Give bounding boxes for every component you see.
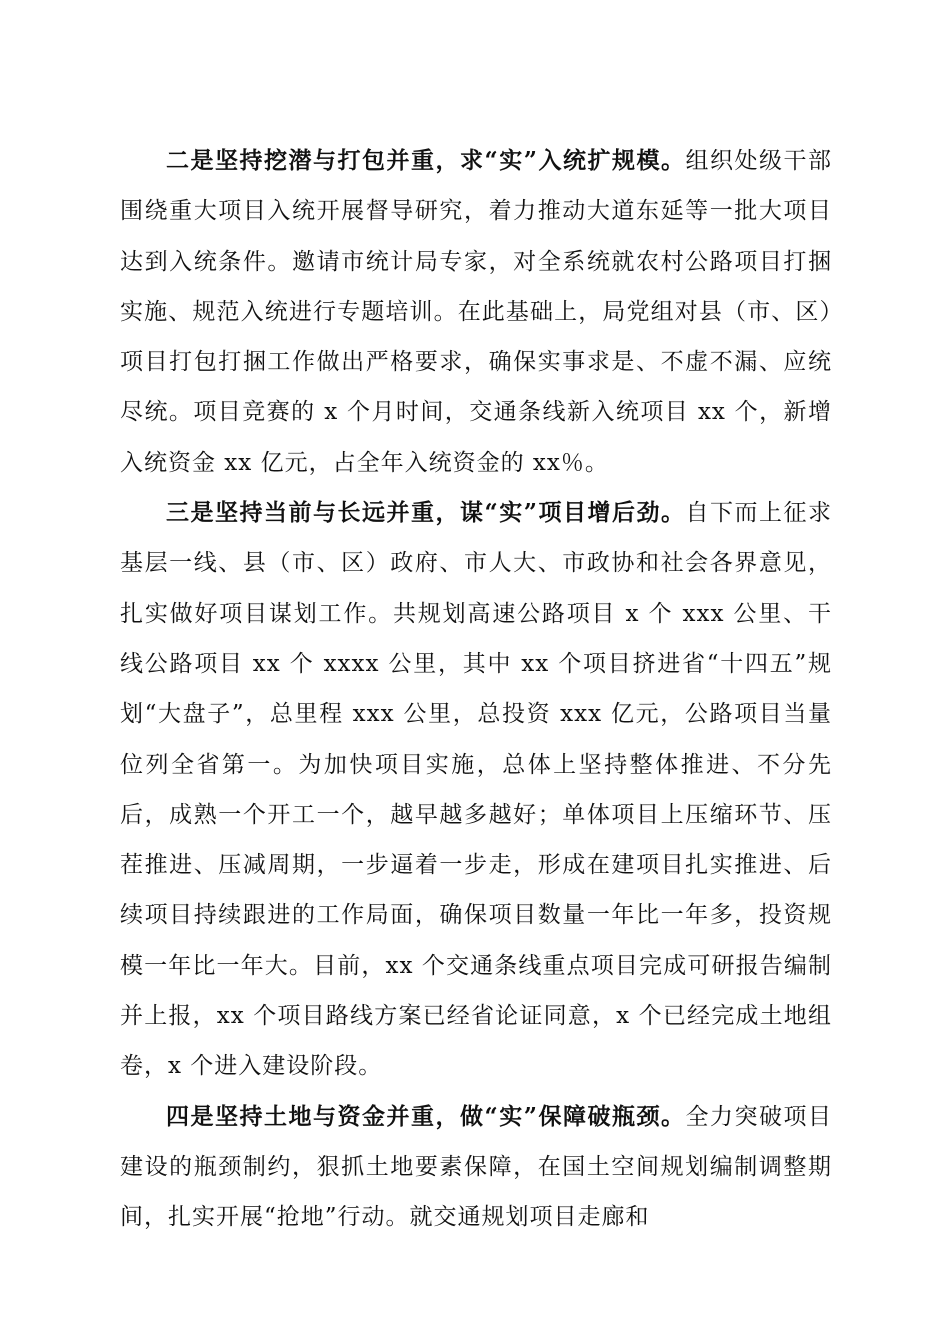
paragraph-2-text: 组织处级干部围绕重大项目入统开展督导研究，着力推动大道东延等一批大项目达到入统条件。邀请市统计局专家，对全系统就农村公路项目打捆实施、规范入统进行专题培训。在此基础上，局党组对县（市、区）项目打包打捆工作做出严格要求，确保实事求是、不虚不漏、应统尽统。项目竞赛的 x 个月时间，交通条线新入统项目 xx 个，新增入统资金 xx 亿元，占全年入统资金的 xx％。 (120, 148, 832, 476)
paragraph-3-text: 自下而上征求基层一线、县（市、区）政府、市人大、市政协和社会各界意见，扎实做好项目谋划工作。共规划高速公路项目 x 个 xxx 公里、干线公路项目 xx 个 xxxx 公里，其中 xx 个项目挤进省“十四五”规划“大盘子”，总里程 xxx 公里，总投资 xxx 亿元，公路项目当量位列全省第一。为加快项目实施，总体上坚持整体推进、不分先后，成熟一个开工一个，越早越多越好；单体项目上压缩环节、压茬推进、压减周期，一步逼着一步走，形成在建项目扎实推进、后续项目持续跟进的工作局面，确保项目数量一年比一年多，投资规模一年比一年大。目前，xx 个交通条线重点项目完成可研报告编制并上报，xx 个项目路线方案已经省论证同意，x 个已经完成土地组卷，x 个进入建设阶段。 (120, 500, 832, 1080)
paragraph-3-heading: 三是坚持当前与长远并重，谋“实”项目增后劲。 (166, 499, 686, 527)
paragraph-3 (120, 488, 832, 1092)
paragraph-2 (120, 136, 832, 488)
document-body (120, 136, 832, 1243)
paragraph-4 (120, 1092, 832, 1243)
paragraph-4-text: 全力突破项目建设的瓶颈制约，狠抓土地要素保障，在国土空间规划编制调整期间，扎实开展“抢地”行动。就交通规划项目走廊和 (120, 1103, 832, 1231)
paragraph-4-heading: 四是坚持土地与资金并重，做“实”保障破瓶颈。 (166, 1102, 686, 1130)
paragraph-2-heading: 二是坚持挖潜与打包并重，求“实”入统扩规模。 (166, 147, 686, 174)
